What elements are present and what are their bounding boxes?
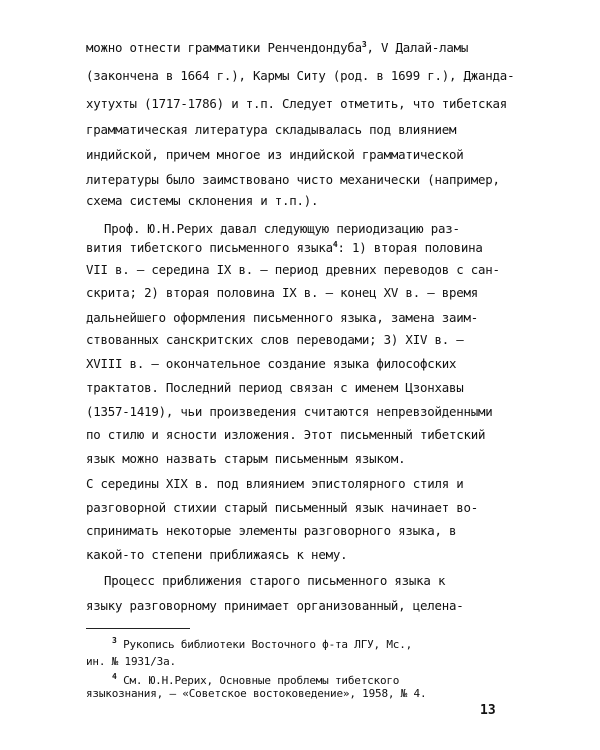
text-line: Процесс приближения старого письменного языка к — [104, 573, 446, 588]
text-line: грамматическая литература складывалась под влиянием — [86, 122, 457, 137]
text-line: дальнейшего оформления письменного языка, замена заим- — [86, 310, 479, 325]
text-line: С середины XIX в. под влиянием эпистолярного стиля и — [86, 476, 464, 491]
text-line: литературы было заимствовано чисто механически (например, — [86, 172, 500, 187]
text-line: язык можно назвать старым письменным языком. — [86, 451, 406, 466]
text-line: (1357-1419), чьи произведения считаются непревзойденными — [86, 404, 493, 419]
footnote-line: языкознания, – «Советское востоковедение», 1958, № 4. — [86, 687, 427, 700]
text-line: XVIII в. – окончательное создание языка философских — [86, 356, 457, 371]
footnote-marker: 4 — [332, 240, 338, 249]
text-line: спринимать некоторые элементы разговорного языка, в — [86, 523, 457, 538]
text-line: (закончена в 1664 г.), Кармы Ситу (род. в 1699 г.), Джанда- — [86, 68, 515, 83]
footnote-marker: 3 — [361, 40, 367, 49]
text-line: вития тибетского письменного языка$^4$: 1) вторая половина — [86, 240, 483, 255]
text-line: можно отнести грамматики Ренчендондуба$^3$, V Далай-ламы — [86, 40, 469, 55]
page-number: 13 — [480, 703, 496, 718]
text-line: хутухты (1717-1786) и т.п. Следует отметить, что тибетская — [86, 96, 508, 111]
text-line: скрита; 2) вторая половина IX в. – конец XV в. – время — [86, 285, 479, 300]
footnote: $^3$ Рукопись библиотеки Восточного ф-та ЛГУ, Мс., — [112, 636, 413, 651]
text-line: какой-то степени приближаясь к нему. — [86, 547, 348, 562]
footnote-marker: 4 — [112, 672, 117, 681]
footnote-line: ин. № 1931/3а. — [86, 655, 176, 668]
footnote: $^4$ См. Ю.Н.Рерих, Основные проблемы тибетского — [112, 672, 400, 687]
footnote-marker: 3 — [112, 636, 117, 645]
text-line: Проф. Ю.Н.Рерих давал следующую периодизацию раз- — [104, 221, 460, 236]
text-line: по стилю и ясности изложения. Этот письменный тибетский — [86, 427, 486, 442]
text-line: VII в. – середина IX в. – период древних переводов с сан- — [86, 262, 500, 277]
text-line: ствованных санскритских слов переводами; 3) XIV в. – — [86, 332, 464, 347]
text-line: языку разговорному принимает организованный, целена- — [86, 598, 464, 613]
text-line: трактатов. Последний период связан с именем Цзонхавы — [86, 380, 464, 395]
text-line: схема системы склонения и т.п.). — [86, 193, 319, 208]
text-line: индийской, причем многое из индийской грамматической — [86, 147, 464, 162]
text-line: разговорной стихии старый письменный язык начинает во- — [86, 500, 479, 515]
footnote-divider — [86, 628, 190, 629]
